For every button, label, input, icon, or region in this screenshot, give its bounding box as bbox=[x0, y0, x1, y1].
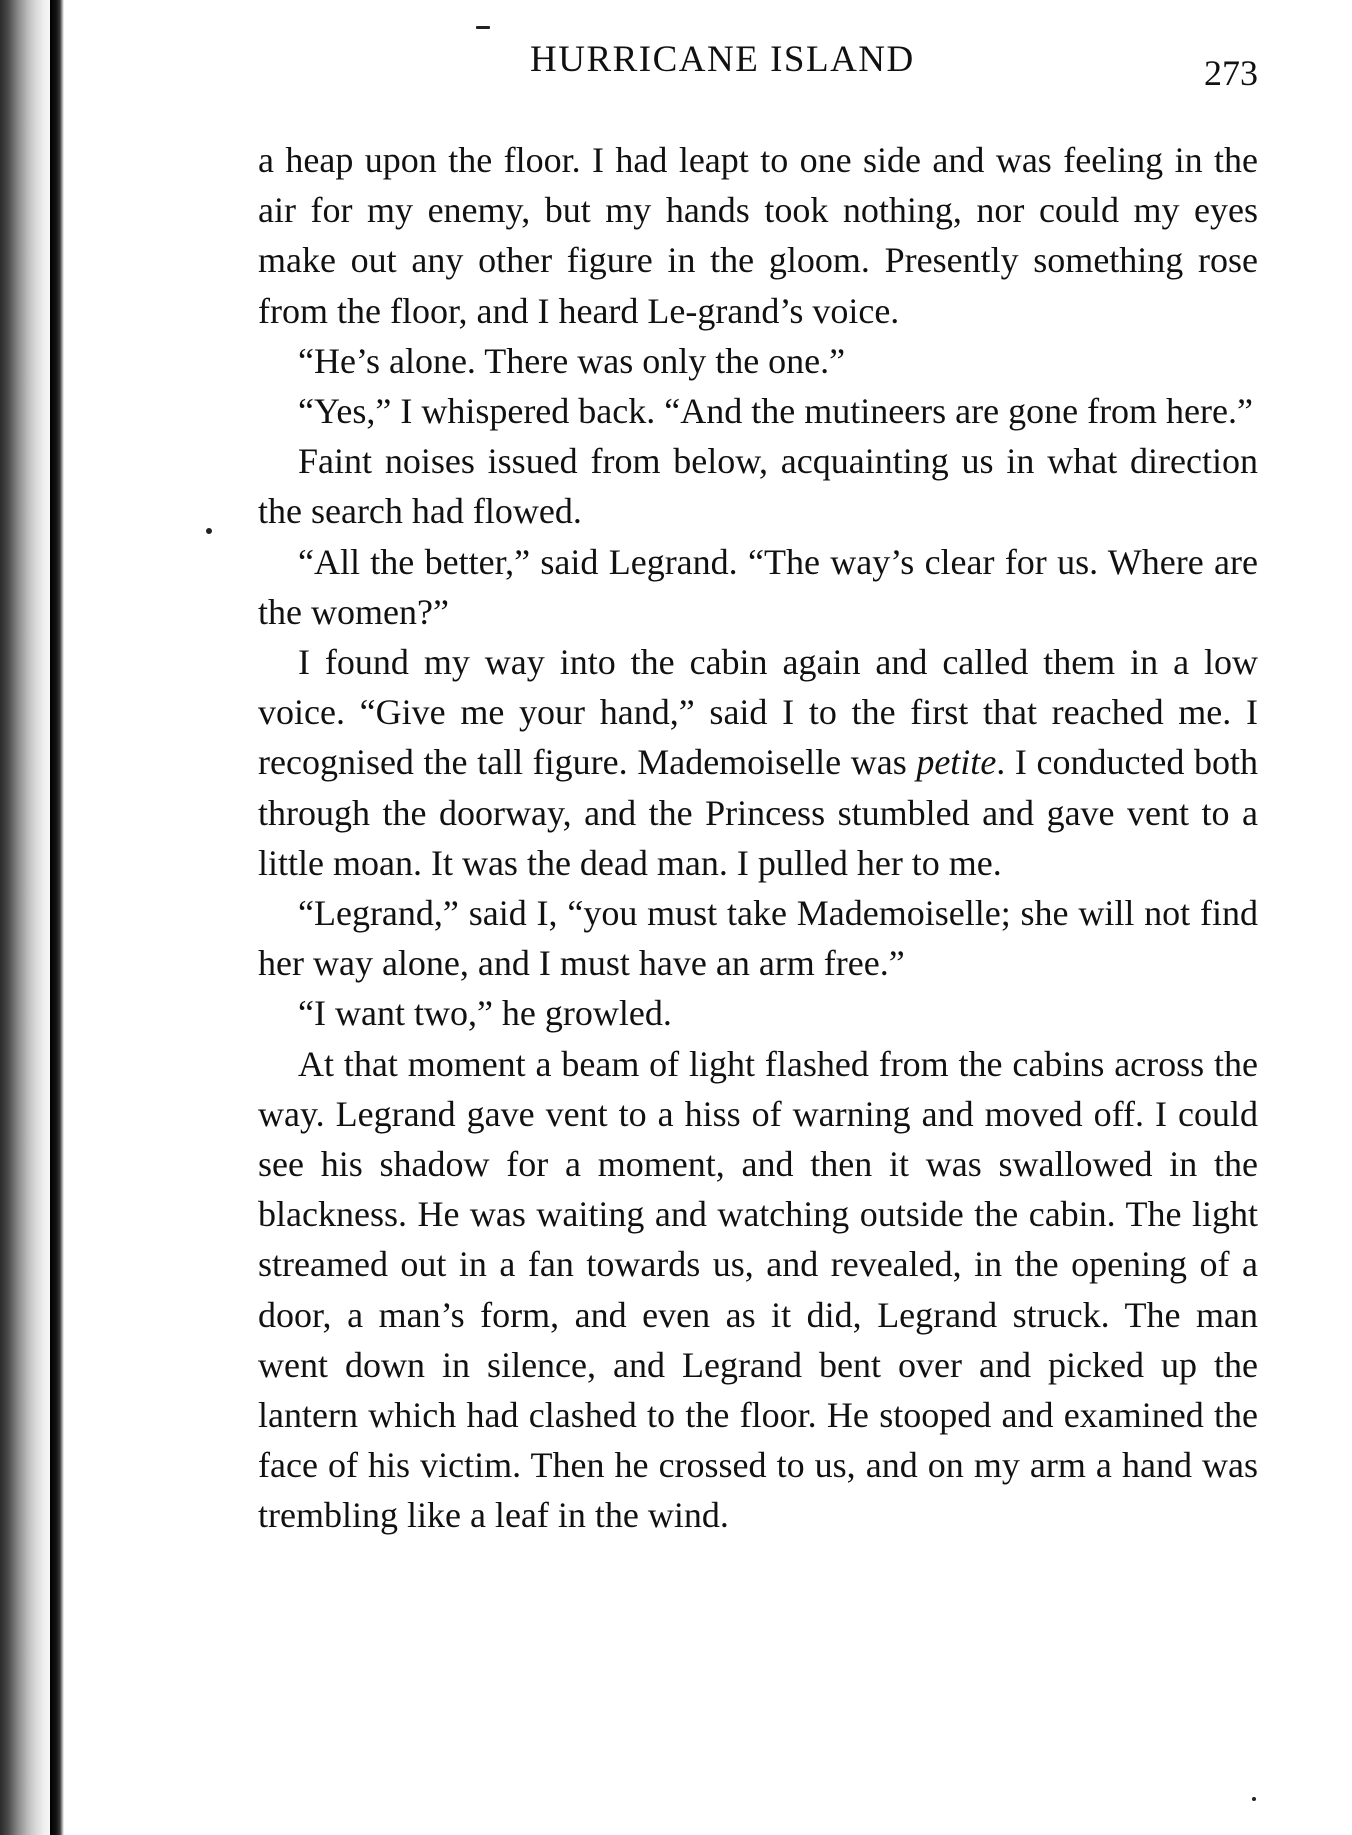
paragraph-6-text-a: I found my way into the cabin again and called them in a low voice. “Give me your hand,” said I to the first that reached me. I recognised the tall figure. Mademoiselle was bbox=[258, 642, 1258, 783]
paragraph-7-text: “Legrand,” said I, “you must take Mademoiselle; she will not find her way alone, and I must have an arm free.” bbox=[258, 893, 1258, 984]
paragraph-2 bbox=[258, 336, 1258, 386]
italic-word-petite: petite bbox=[916, 742, 997, 783]
page-number: 273 bbox=[1204, 53, 1258, 93]
running-head: HURRICANE ISLAND bbox=[530, 39, 915, 80]
paragraph-7 bbox=[258, 888, 1258, 988]
paragraph-5-text: “All the better,” said Legrand. “The way’s clear for us. Where are the women?” bbox=[258, 541, 1258, 632]
body-text bbox=[258, 135, 1258, 1541]
paragraph-3-text: “Yes,” I whispered back. “And the mutineers are gone from here.” bbox=[298, 391, 1253, 432]
paragraph-9-text: At that moment a beam of light flashed from the cabins across the way. Legrand gave vent to a hiss of warning and moved off. I could see his shadow for a moment, and then it was swallowed in the blackness. He was waiting and watching outside the cabin. The light streamed out in a fan towards us, and revealed, in the opening of a door, a man’s form, and even as it did, Legrand struck. The man went down in silence, and Legrand bent over and picked up the lantern which had clashed to the floor. He stooped and examined the face of his victim. Then he crossed to us, and on my arm a hand was trembling like a leaf in the wind. bbox=[258, 1043, 1258, 1536]
scan-speck bbox=[1252, 1797, 1256, 1801]
page-header bbox=[258, 38, 1258, 98]
scan-speck bbox=[476, 26, 490, 29]
paragraph-4-text: Faint noises issued from below, acquainting us in what direction the search had flowed. bbox=[258, 441, 1258, 532]
paragraph-8 bbox=[258, 988, 1258, 1038]
scan-speck bbox=[206, 528, 212, 534]
paragraph-1 bbox=[258, 135, 1258, 336]
paragraph-9 bbox=[258, 1039, 1258, 1541]
paragraph-6 bbox=[258, 637, 1258, 888]
paragraph-2-text: “He’s alone. There was only the one.” bbox=[298, 340, 846, 381]
paragraph-8-text: “I want two,” he growled. bbox=[298, 993, 672, 1034]
paragraph-5 bbox=[258, 537, 1258, 637]
paragraph-6-text-b: . I conducted both through the doorway, and the Princess stumbled and gave vent to a little moan. It was the dead man. I pulled her to me. bbox=[258, 742, 1258, 883]
binding-spine-edge bbox=[50, 0, 64, 1835]
paragraph-3 bbox=[258, 386, 1258, 436]
paragraph-4 bbox=[258, 436, 1258, 536]
paragraph-1-text: a heap upon the floor. I had leapt to one side and was feeling in the air for my enemy, but my hands took nothing, nor could my eyes make out any other figure in the gloom. Presently something rose from the floor, and I heard Le-grand’s voice. bbox=[258, 140, 1258, 331]
